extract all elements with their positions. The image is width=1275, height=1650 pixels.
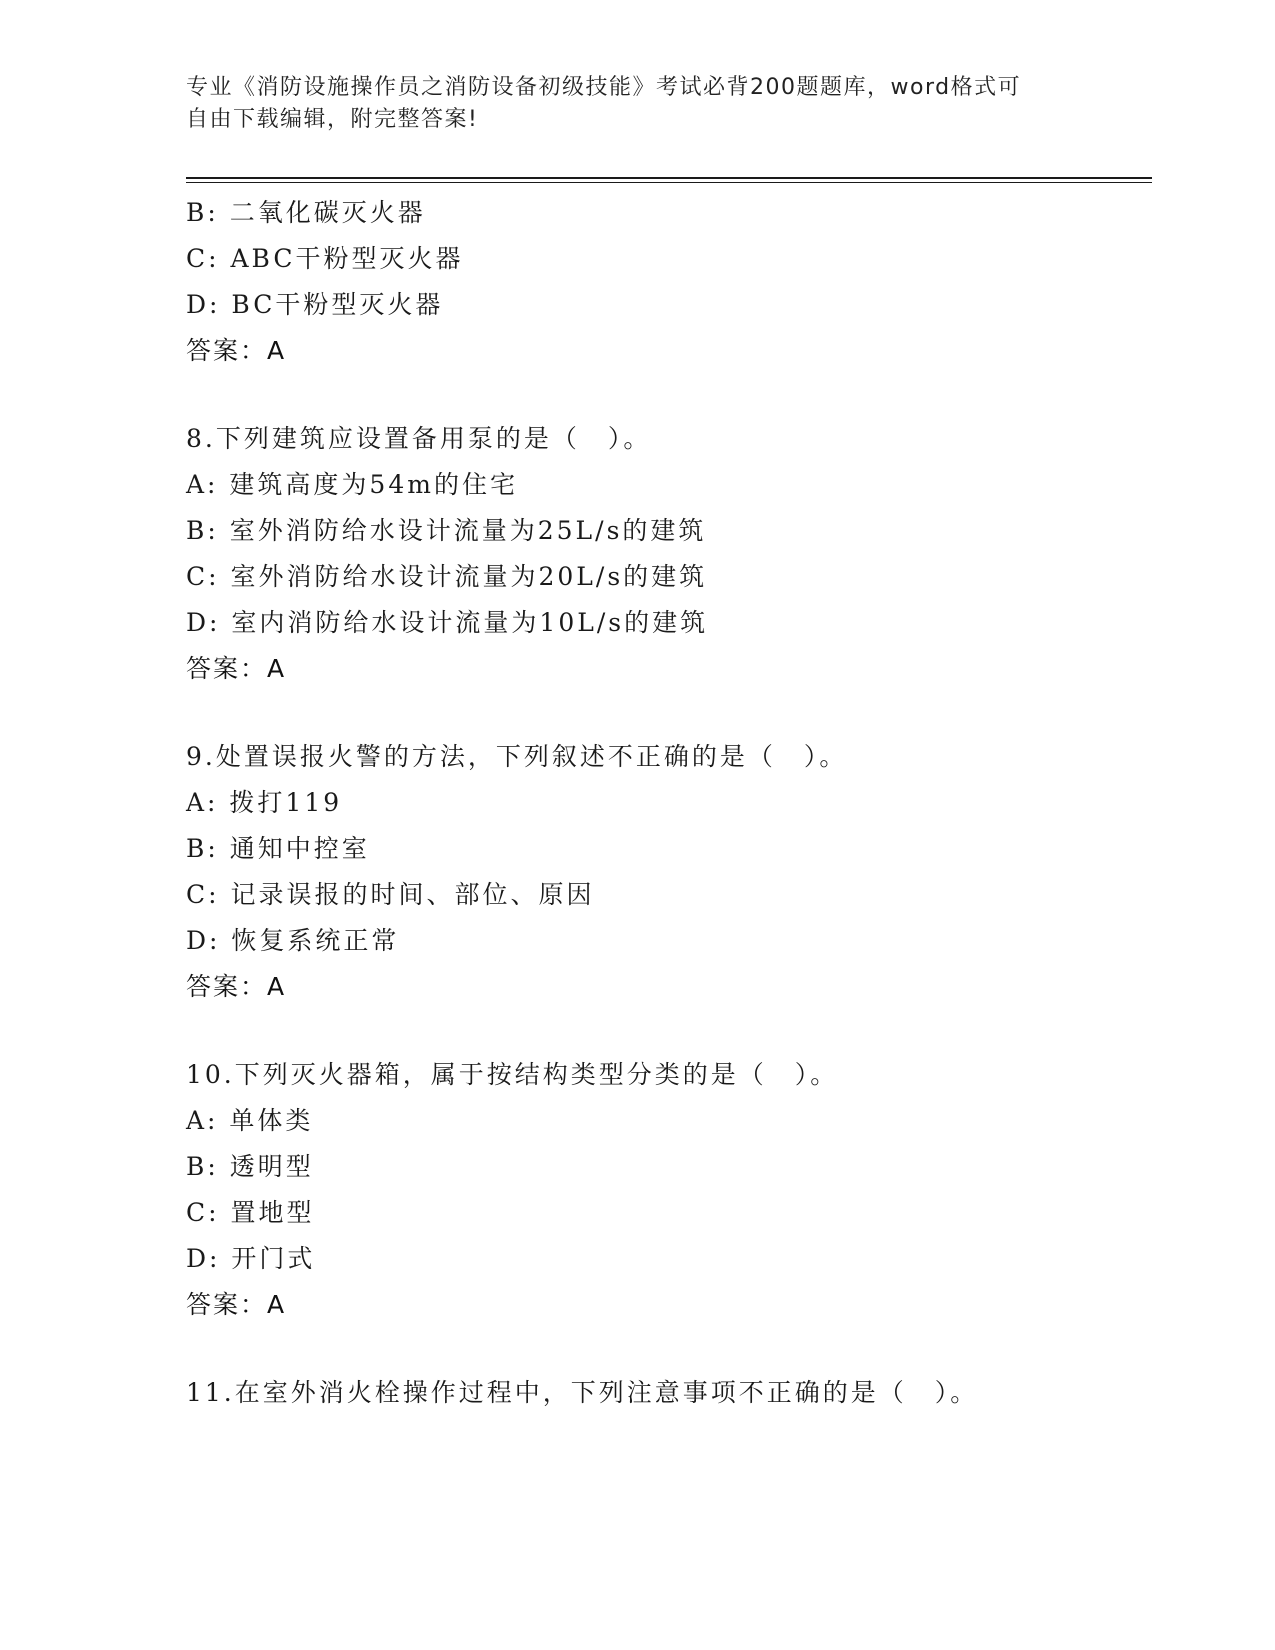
option-b: B: 透明型 [186, 1152, 314, 1181]
option-d: D: 恢复系统正常 [186, 926, 400, 955]
question-stem: 9.处置误报火警的方法，下列叙述不正确的是（ ）。 [186, 742, 848, 771]
question-block-8 [186, 416, 1152, 692]
option-d: D: BC干粉型灭火器 [186, 290, 444, 319]
question-content [186, 190, 1152, 1416]
option-a: A: 建筑高度为54m的住宅 [186, 470, 518, 499]
question-block-11 [186, 1370, 1152, 1416]
header-line-2: 自由下载编辑，附完整答案! [186, 107, 479, 132]
option-a: A: 单体类 [186, 1106, 314, 1135]
option-b: B: 二氧化碳灭火器 [186, 198, 426, 227]
answer-line: 答案：A [186, 1290, 287, 1319]
header-rule-thin [186, 182, 1152, 183]
answer-line: 答案：A [186, 654, 287, 683]
header-line-1: 专业《消防设施操作员之消防设备初级技能》考试必背200题题库，word格式可 [186, 75, 1022, 100]
question-stem: 8.下列建筑应设置备用泵的是（ ）。 [186, 424, 652, 453]
option-b: B: 通知中控室 [186, 834, 370, 863]
answer-line: 答案：A [186, 336, 287, 365]
question-stem: 11.在室外消火栓操作过程中，下列注意事项不正确的是（ ）。 [186, 1378, 979, 1407]
header-rule-thick [186, 177, 1152, 179]
option-c: C: 记录误报的时间、部位、原因 [186, 880, 595, 909]
option-a: A: 拨打119 [186, 788, 343, 817]
document-header [186, 72, 1066, 136]
option-d: D: 开门式 [186, 1244, 316, 1273]
question-stem: 10.下列灭火器箱，属于按结构类型分类的是（ ）。 [186, 1060, 839, 1089]
option-d: D: 室内消防给水设计流量为10L/s的建筑 [186, 608, 709, 637]
option-c: C: 置地型 [186, 1198, 315, 1227]
question-block-10 [186, 1052, 1152, 1328]
question-block-9 [186, 734, 1152, 1010]
answer-line: 答案：A [186, 972, 287, 1001]
option-c: C: ABC干粉型灭火器 [186, 244, 464, 273]
prev-question-block [186, 190, 1152, 374]
option-b: B: 室外消防给水设计流量为25L/s的建筑 [186, 516, 707, 545]
option-c: C: 室外消防给水设计流量为20L/s的建筑 [186, 562, 708, 591]
